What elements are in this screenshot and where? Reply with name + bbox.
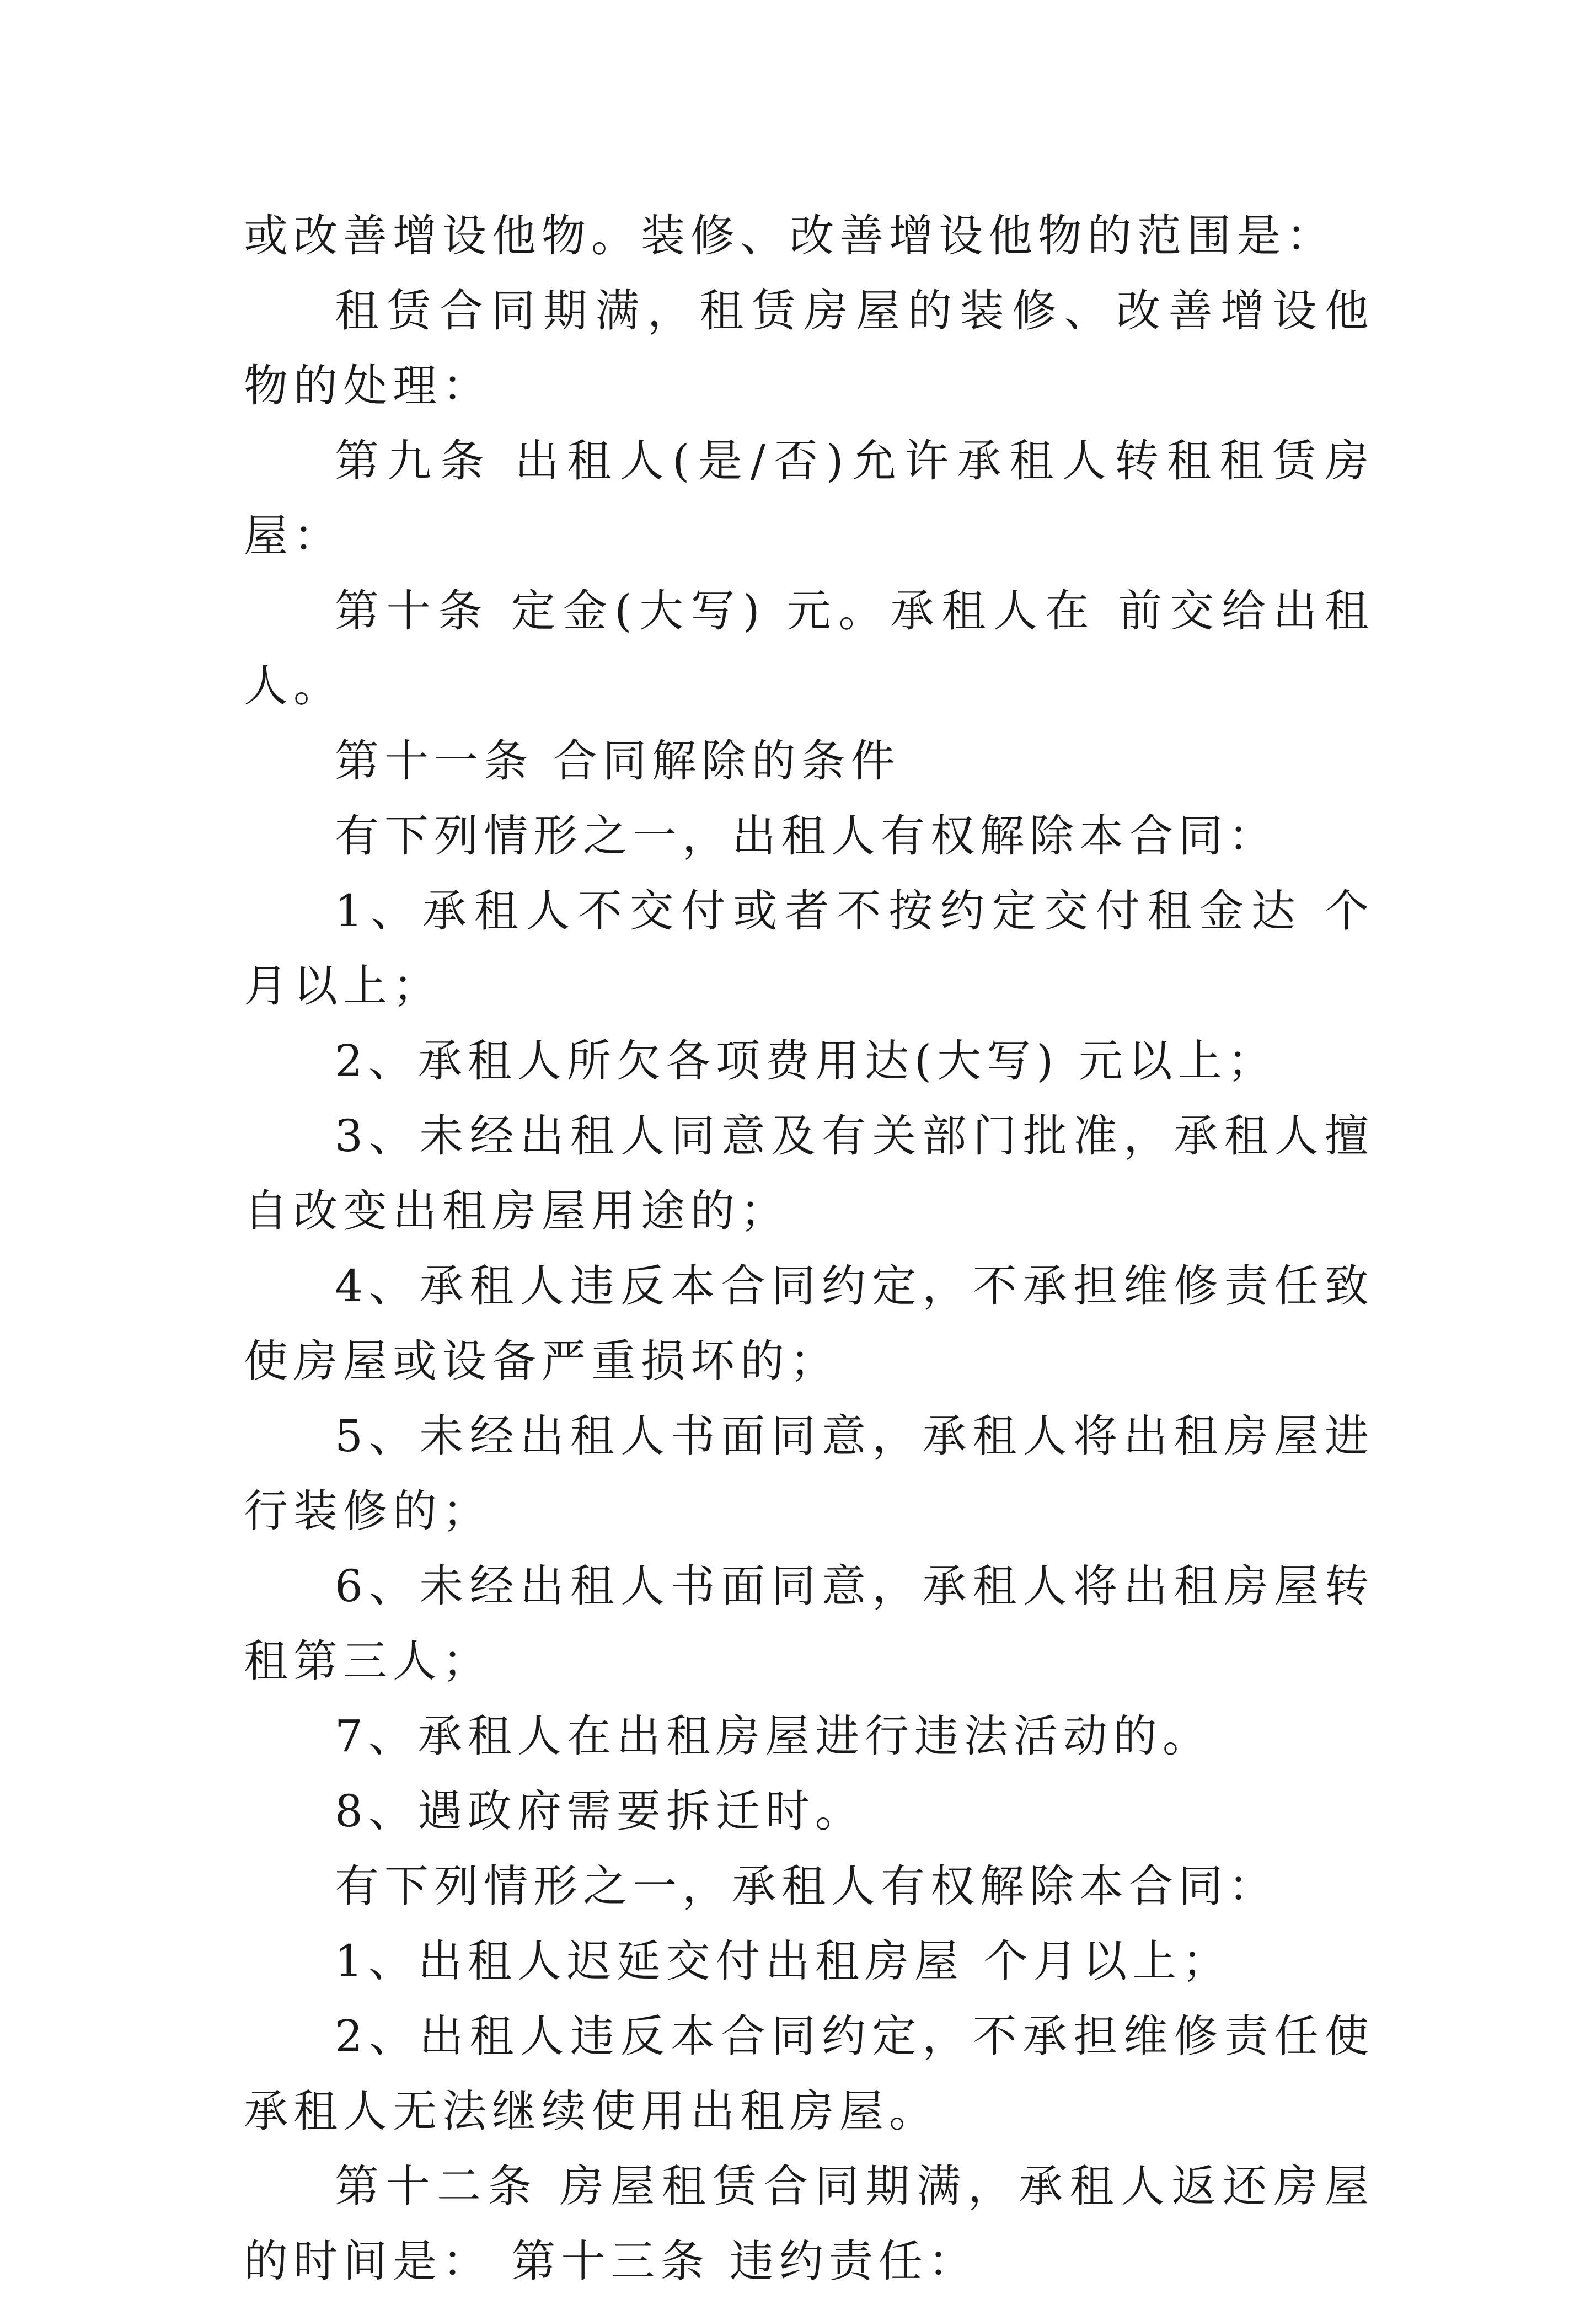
paragraph: 第十条 定金(大写) 元。承租人在 前交给出租人。: [244, 585, 1374, 712]
list-item: 5、未经出租人书面同意，承租人将出租房屋进行装修的；: [244, 1410, 1374, 1537]
paragraph: 或改善增设他物。装修、改善增设他物的范围是：: [244, 210, 1336, 261]
list-item: 8、遇政府需要拆迁时。: [335, 1785, 865, 1837]
list-item: 1、承租人不交付或者不按约定交付租金达 个月以上；: [244, 885, 1374, 1012]
paragraph: 第十二条 房屋租赁合同期满，承租人返还房屋的时间是： 第十三条 违约责任：: [244, 2161, 1374, 2287]
list-item: 2、出租人违反本合同约定，不承担维修责任使承租人无法继续使用出租房屋。: [244, 2011, 1374, 2137]
paragraph: 第九条 出租人(是/否)允许承租人转租租赁房屋：: [244, 435, 1374, 562]
paragraph: 有下列情形之一，承租人有权解除本合同：: [335, 1860, 1278, 1912]
paragraph: 有下列情形之一，出租人有权解除本合同：: [335, 810, 1278, 862]
list-item: 3、未经出租人同意及有关部门批准，承租人擅自改变出租房屋用途的；: [244, 1110, 1374, 1237]
section-heading: 第十一条 合同解除的条件: [335, 735, 901, 787]
document-body: [244, 199, 1374, 2299]
list-item: 1、出租人迟延交付出租房屋 个月以上；: [335, 1936, 1232, 1987]
list-item: 4、承租人违反本合同约定，不承担维修责任致使房屋或设备严重损坏的；: [244, 1260, 1374, 1387]
list-item: 7、承租人在出租房屋进行违法活动的。: [335, 1710, 1212, 1762]
list-item: 2、承租人所欠各项费用达(大写) 元以上；: [335, 1035, 1277, 1087]
paragraph: 租赁合同期满，租赁房屋的装修、改善增设他物的处理：: [244, 285, 1374, 411]
list-item: 6、未经出租人书面同意，承租人将出租房屋转租第三人；: [244, 1560, 1374, 1687]
